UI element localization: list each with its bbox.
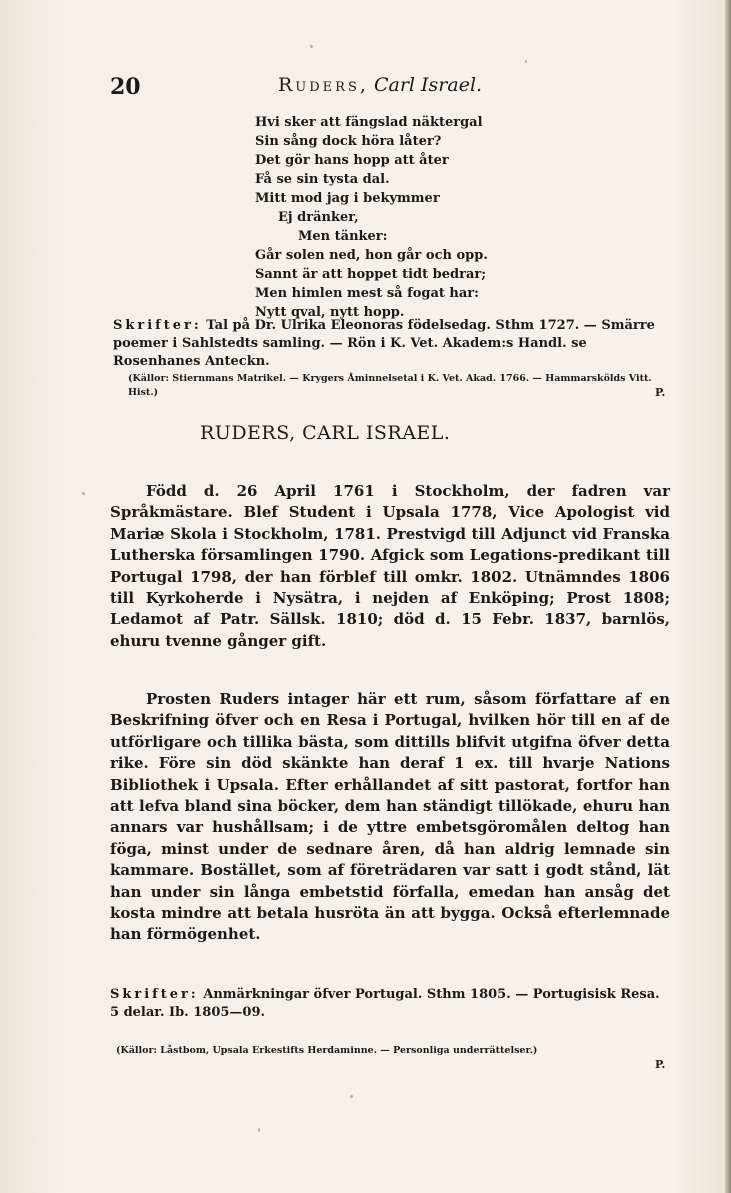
writings-text: Tal på Dr. Ulrika Eleonoras födelsedag. Sthm 1727. — Smärre poemer i Sahlstedts samling. — Rön i K. Vet. Akadem:s Handl. se Rosenhanes Anteckn. <box>113 318 655 369</box>
entry-writings <box>110 986 670 1022</box>
entry-heading: RUDERS, CARL ISRAEL. <box>200 422 451 444</box>
paragraph-text: Prosten Ruders intager här ett rum, såsom författare af en Beskrifning öfver och en Resa i Portugal, hvilken hör till en af de utförligare och tillika bästa, som dittills blifvit utgifna öfver detta rike. Före sin död skänkte han deraf 1 ex. till hvarje Nations Bibliothek i Upsala. Efter erhållandet af sitt pastorat, fortfor han att lefva bland sina böcker, dem han ständigt tillökade, ehuru han annars var hushållsam; i de yttre embetsgöromålen deltog han föga, minst under de sednare åren, då han aldrig lemnade sin kammare. Bostället, som af företrädaren var satt i godt stånd, lät han under sin långa embetstid förfalla, emedan han ansåg det kosta mindre att betala husröta än att bygga. Också efterlemnade han förmögenhet. <box>110 690 670 944</box>
poem-line: Hvi sker att fängslad näktergal <box>255 115 483 130</box>
paper-speck <box>258 1128 260 1132</box>
running-head-given-names: Carl Israel. <box>373 74 483 96</box>
poem-line: Men tänker: <box>298 229 388 244</box>
writings-label: Skrifter: <box>110 987 199 1002</box>
paragraph-text: Född d. 26 April 1761 i Stockholm, der fadren var Språkmästare. Blef Student i Upsala 1778, Vice Apologist vid Mariæ Skola i Stockholm, 1781. Prestvigd till Adjunct vid Franska Lutherska församlingen 1790. Afgick som Legations-predikant till Portugal 1798, der han förblef till omkr. 1802. Utnämndes 1806 till Kyrkoherde i Nysätra, i nejden af Enköping; Prost 1808; Ledamot af Patr. Sällsk. 1810; död d. 15 Febr. 1837, barnlös, ehuru tvenne gånger gift. <box>110 482 670 650</box>
poem-line: Men himlen mest så fogat har: <box>255 286 479 301</box>
writings-label: Skrifter: <box>113 318 202 333</box>
poem-line: Få se sin tysta dal. <box>255 172 390 187</box>
previous-entry-writings <box>113 317 670 371</box>
paper-speck <box>525 60 527 63</box>
running-head-name: Ruders <box>278 74 360 96</box>
poem-line: Mitt mod jag i bekymmer <box>255 191 440 206</box>
poem-line: Ej dränker, <box>278 210 359 225</box>
poem-line: Det gör hans hopp att åter <box>255 153 449 168</box>
writings-text: Anmärkningar öfver Portugal. Sthm 1805. — Portugisisk Resa. 5 delar. Ib. 1805—09. <box>110 987 660 1020</box>
page-header <box>110 72 670 102</box>
poem-line: Går solen ned, hon går och opp. <box>255 248 488 263</box>
previous-entry-sources: (Källor: Stiernmans Matrikel. — Krygers Åminnelsetal i K. Vet. Akad. 1766. — Hammarskölds Vitt. Hist.) <box>128 373 652 398</box>
paper-speck <box>310 45 313 48</box>
entry-sources: (Källor: Låstbom, Upsala Erkestifts Herdaminne. — Personliga underrättelser.) <box>116 1045 538 1056</box>
previous-entry-signature: P. <box>655 386 666 399</box>
poem-line: Sannt är att hoppet tidt bedrar; <box>255 267 487 282</box>
running-head: Ruders, Carl Israel. <box>278 74 483 96</box>
poem-line: Sin sång dock höra låter? <box>255 134 442 149</box>
paper-speck <box>82 492 85 495</box>
biography-paragraph <box>110 689 670 946</box>
page-edge <box>725 0 731 1193</box>
paper-speck <box>350 1095 353 1098</box>
poem <box>255 113 575 322</box>
page-number: 20 <box>110 74 141 100</box>
biography-paragraph <box>110 481 670 652</box>
entry-signature: P. <box>655 1058 666 1071</box>
poem-line: Nytt qval, nytt hopp. <box>255 305 405 320</box>
